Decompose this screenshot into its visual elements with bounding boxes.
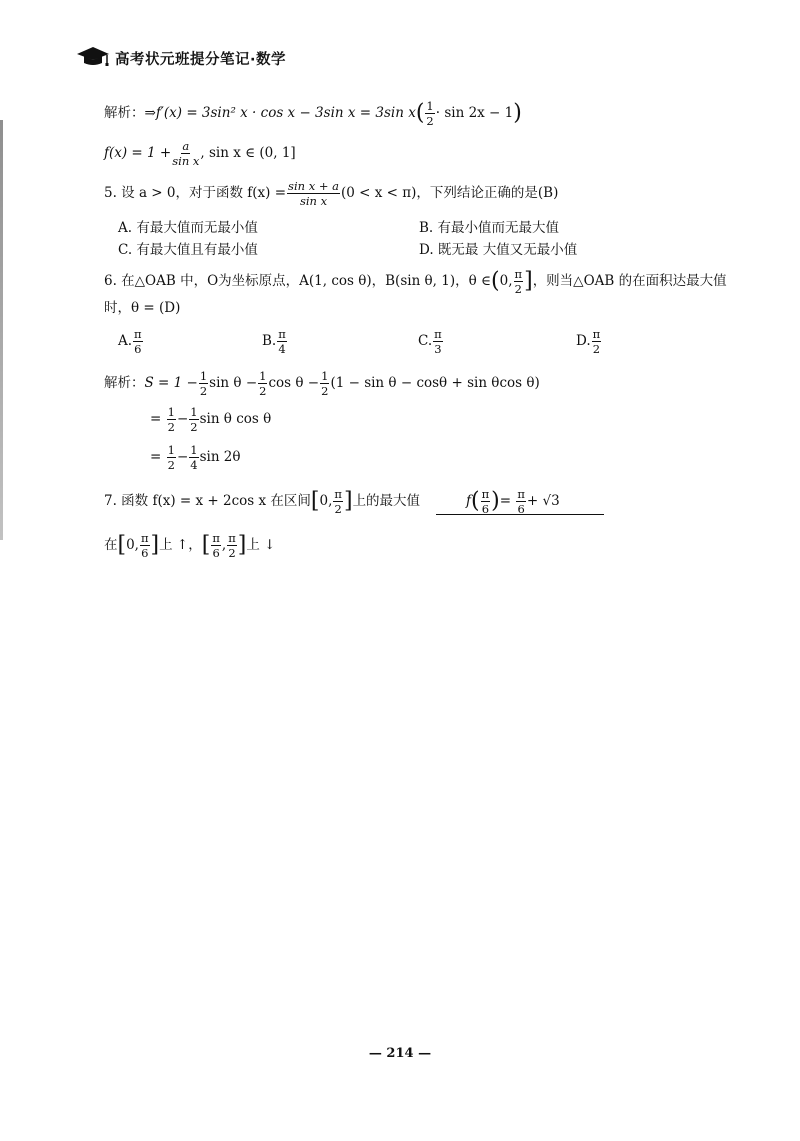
q5-option-b: B. 有最小值而无最大值: [419, 220, 560, 236]
fraction-pi-6: $\frac{\pi}{6}$: [517, 487, 525, 517]
function-domain: , sin x ∈ (0, 1]: [200, 145, 296, 162]
answer-f: f: [466, 493, 471, 510]
interval1-left: 0,: [126, 537, 139, 554]
term-sin: sin θ −: [209, 375, 258, 392]
q5-option-d: D. 既无最 大值又无最小值: [419, 242, 578, 258]
q6-suffix: ，则当△OAB 的在面积达最大值: [532, 273, 727, 290]
minus-sign: −: [176, 411, 189, 428]
analysis-label: 解析：: [104, 105, 145, 122]
fraction-pi-6: $\frac{\pi}{6}$: [481, 487, 490, 517]
increasing-label: 上 ↑，: [159, 537, 202, 554]
answer-equals: =: [499, 493, 512, 510]
interval-bracket-open: [: [310, 488, 320, 514]
fraction-half: $\frac{1}{2}$: [190, 405, 198, 435]
page-header: [75, 44, 286, 72]
bracket-close: ]: [150, 532, 160, 558]
q6-option-b: B. $\frac{\pi}{4}$: [262, 327, 286, 357]
analysis-area-line-3: [150, 444, 241, 471]
analysis-derivative-line: [104, 100, 522, 127]
paren-open: (: [471, 488, 480, 514]
q5-option-a: A. 有最大值而无最小值: [118, 220, 258, 236]
question-7-stem: [104, 488, 420, 515]
question-6-line2: 时，θ = (D): [104, 300, 181, 316]
paren-close: ): [491, 488, 500, 514]
q5-suffix: (0 < x < π)，下列结论正确的是(B): [340, 185, 559, 202]
bracket-close: ]: [237, 532, 247, 558]
analysis-area-line-2: [150, 406, 271, 433]
fraction-half: $\frac{1}{2}$: [199, 369, 208, 399]
left-margin-rule: [0, 120, 3, 540]
q7-prefix: 7. 函数 f(x) = x + 2cos x 在区间: [104, 493, 311, 510]
zai-text: 在: [104, 537, 118, 554]
q6-option-c: C. $\frac{\pi}{3}$: [418, 327, 442, 357]
term-cos: cos θ −: [268, 375, 320, 392]
interval-bracket-close: ]: [524, 268, 533, 294]
derivative-expression: f′(x) = 3sin² x · cos x − 3sin x = 3sin x: [155, 105, 416, 122]
q7-fraction-pi-2: $\frac{\pi}{2}$: [334, 487, 342, 517]
q5-option-c: C. 有最大值且有最小值: [118, 242, 258, 258]
q7-answer: [466, 488, 560, 515]
comma: ,: [221, 537, 227, 554]
fraction-pi-2: $\frac{\pi}{2}$: [228, 531, 236, 561]
fraction-half: $\frac{1}{2}$: [321, 369, 329, 399]
fraction-half: $\frac{1}{2}$: [167, 443, 175, 473]
analysis-function-line: [104, 140, 296, 167]
header-title: 高考状元班提分笔记·数学: [115, 51, 287, 68]
interval-paren-open: (: [491, 268, 500, 294]
minus-sign: −: [176, 449, 189, 466]
equals-sign: =: [150, 449, 162, 466]
fraction-pi-6: $\frac{\pi}{6}$: [212, 531, 220, 561]
q7-interval-left: 0,: [319, 493, 333, 510]
implies-symbol: ⇒: [144, 105, 156, 122]
q5-prefix: 5. 设 a > 0，对于函数 f(x) =: [104, 185, 287, 202]
q6-option-d: D. $\frac{\pi}{2}$: [576, 327, 601, 357]
q6-fraction-pi-2: $\frac{\pi}{2}$: [514, 267, 523, 297]
decreasing-label: 上 ↓: [246, 537, 276, 554]
equals-sign: =: [150, 411, 162, 428]
answer-underline: [436, 514, 604, 515]
monotonic-intervals-line: [104, 532, 275, 559]
answer-sqrt3: + √3: [526, 493, 560, 510]
q6-option-a: A. $\frac{\pi}{6}$: [118, 327, 142, 357]
bracket-open: [: [201, 532, 211, 558]
bracket-open: [: [117, 532, 127, 558]
analysis-label: 解析：: [104, 375, 145, 392]
analysis-area-line-1: [104, 370, 540, 397]
question-6-stem: [104, 268, 727, 295]
q6-prefix: 6. 在△OAB 中，O为坐标原点，A(1, cos θ)，B(sin θ, 1)，θ ∈: [104, 273, 492, 290]
question-5-stem: [104, 180, 558, 207]
fraction-quarter: $\frac{1}{4}$: [190, 443, 198, 473]
fraction-a-over-sinx: $\frac{a}{\text{sin x}}$: [172, 139, 200, 169]
term-sincos: sin θ cos θ: [199, 411, 272, 428]
interval-bracket-close: ]: [343, 488, 353, 514]
derivative-tail: · sin 2x − 1: [435, 105, 514, 122]
fraction-half: $\frac{1}{2}$: [259, 369, 267, 399]
term-sin2theta: sin 2θ: [199, 449, 241, 466]
page-number: — 214 —: [368, 1046, 432, 1061]
q5-fraction: $\frac{\text{sin x + a}}{\text{sin x}}$: [288, 179, 339, 209]
function-lhs: f(x) = 1 +: [104, 145, 172, 162]
fraction-half: $\frac{1}{2}$: [167, 405, 175, 435]
term-product: (1 − sin θ − cosθ + sin θcos θ): [330, 375, 540, 392]
area-s-start: S = 1 −: [144, 375, 198, 392]
fraction-pi-6: $\frac{\pi}{6}$: [140, 531, 149, 561]
graduation-cap-icon: [75, 44, 111, 72]
q7-suffix: 上的最大值: [352, 493, 421, 510]
paren-close: ): [513, 100, 522, 126]
fraction-half: $\frac{1}{2}$: [426, 99, 434, 129]
q6-interval-left: 0,: [499, 273, 513, 290]
paren-open: (: [415, 100, 425, 126]
